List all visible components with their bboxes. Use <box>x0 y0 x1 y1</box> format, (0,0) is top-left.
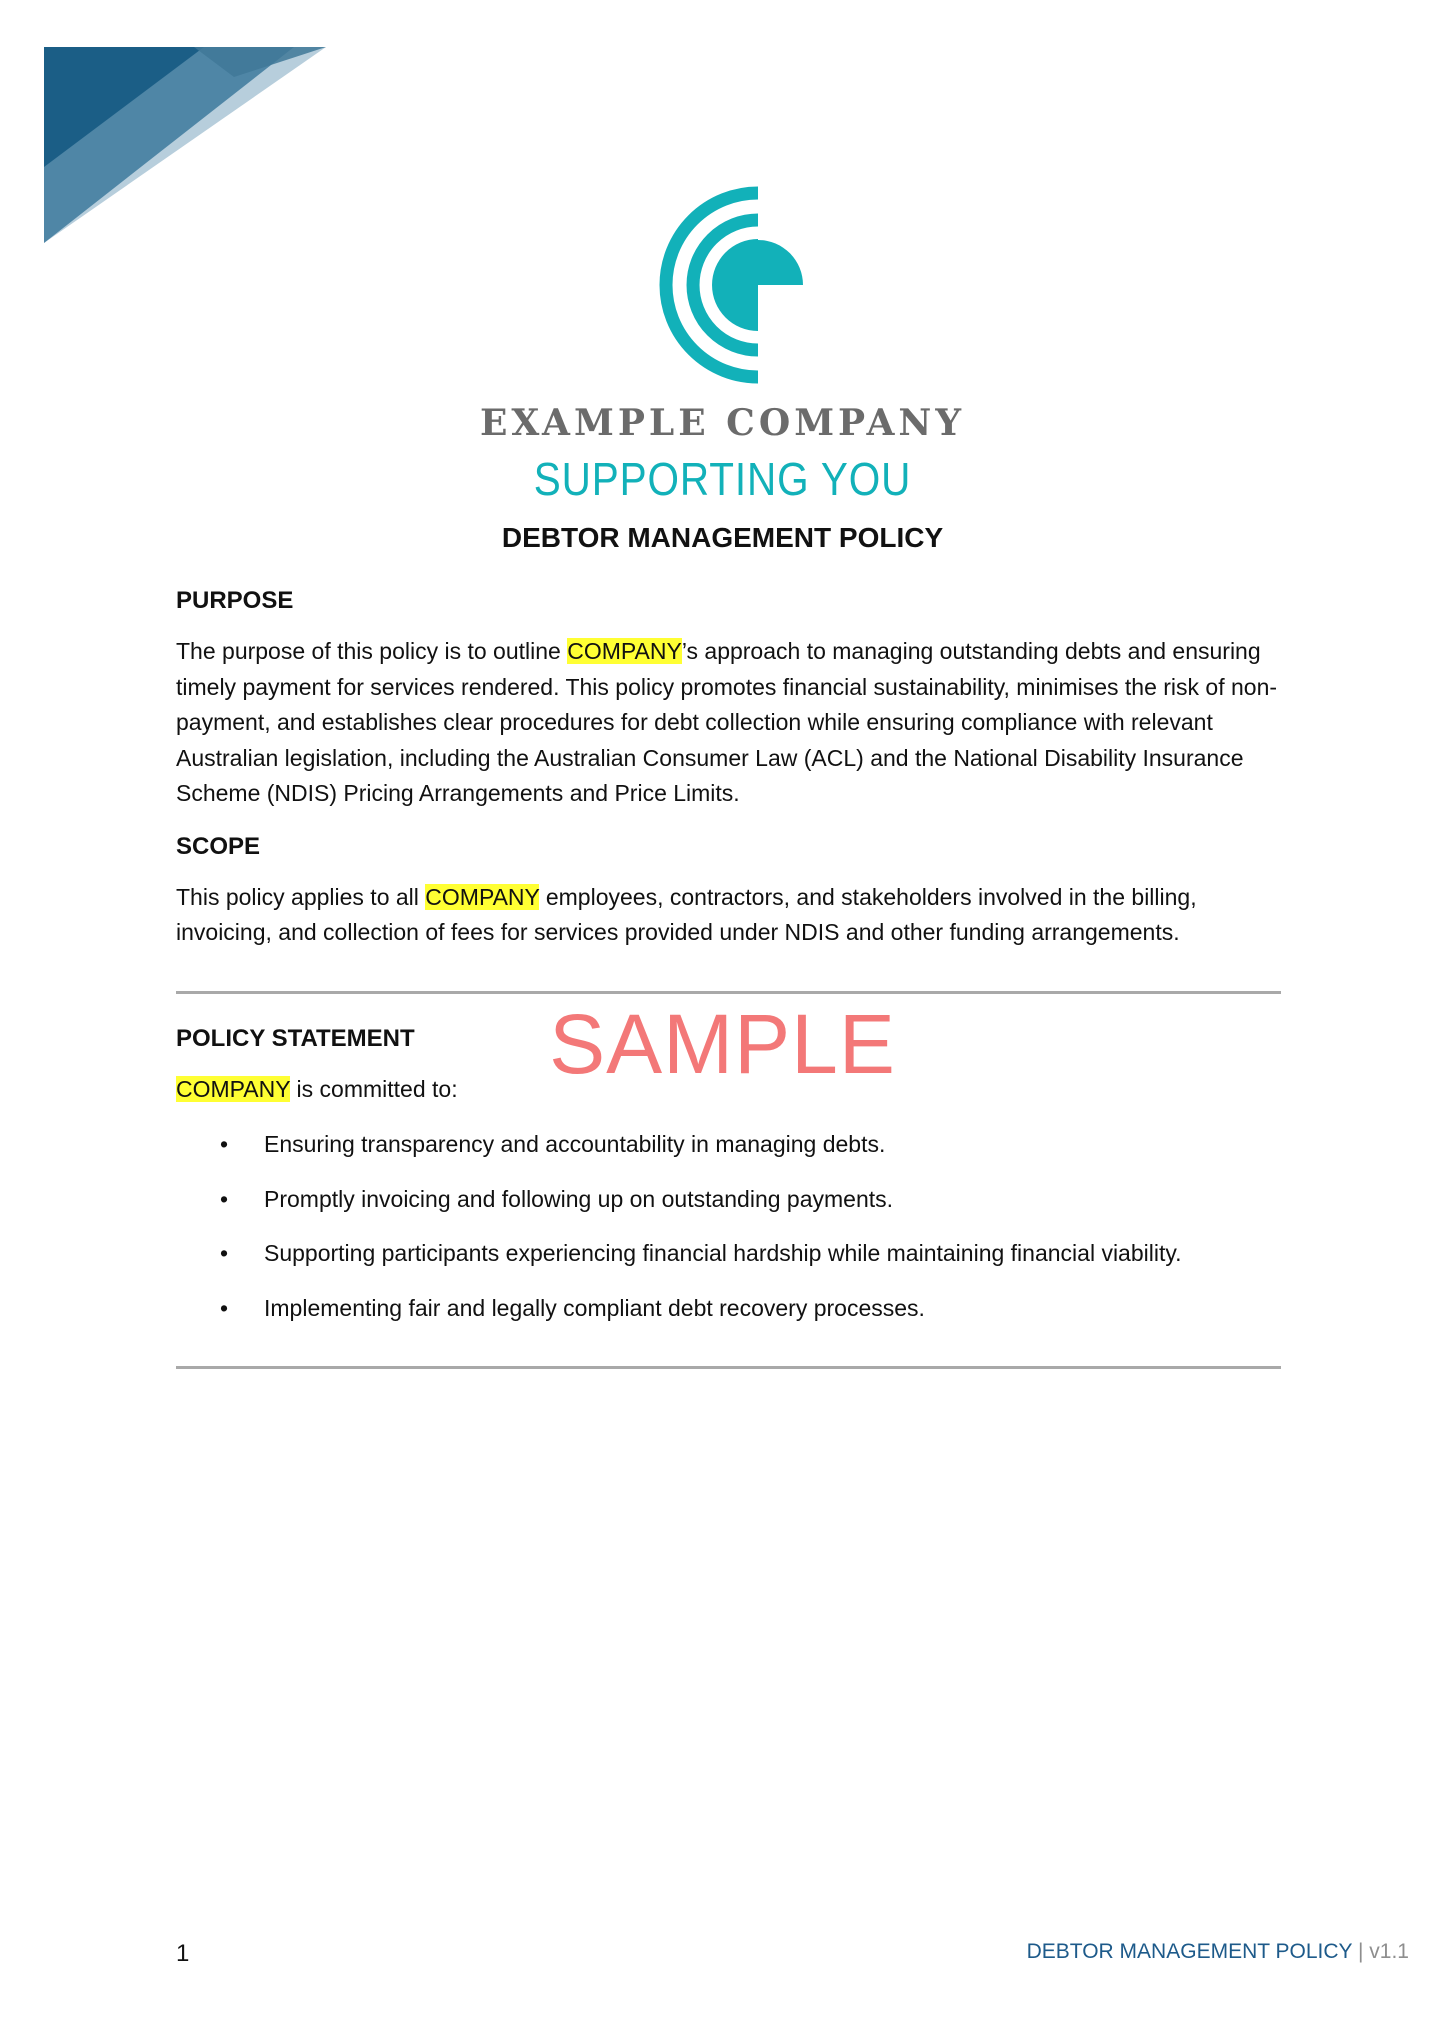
scope-section <box>176 832 1281 951</box>
sample-watermark: SAMPLE <box>549 997 896 1091</box>
brand-name: EXAMPLE COMPANY <box>479 402 966 444</box>
scope-text-after: employees, contractors, and stakeholders involved in the billing, invoicing, and collection of fees for services provided under NDIS and other funding arrangements. <box>176 883 1197 945</box>
list-item-text: Implementing fair and legally compliant debt recovery processes. <box>264 1294 925 1321</box>
company-placeholder: COMPANY <box>425 883 540 910</box>
purpose-text-before: The purpose of this policy is to outline <box>176 638 568 664</box>
list-item <box>176 1291 1281 1327</box>
list-item-text: Ensuring transparency and accountability in managing debts. <box>264 1131 886 1157</box>
page-number: 1 <box>176 1940 190 1967</box>
commitment-list <box>176 1127 1281 1326</box>
company-logo-icon <box>640 185 820 385</box>
bullet-icon: • <box>220 1185 229 1212</box>
list-item <box>176 1236 1281 1272</box>
list-item-text: Promptly invoicing and following up on outstanding payments. <box>264 1185 894 1212</box>
scope-heading: SCOPE <box>176 832 261 860</box>
corner-decoration <box>44 47 326 243</box>
scope-paragraph <box>176 880 1281 951</box>
footer-title: DEBTOR MANAGEMENT POLICY <box>1026 1940 1353 1963</box>
list-item <box>176 1127 1281 1163</box>
scope-text-before: This policy applies to all <box>176 883 426 910</box>
section-divider <box>176 991 1281 994</box>
policy-statement-intro-text: is committed to: <box>290 1075 458 1102</box>
company-placeholder: COMPANY <box>567 638 682 664</box>
brand-tagline: SUPPORTING YOU <box>533 453 912 505</box>
purpose-heading: PURPOSE <box>176 587 294 614</box>
section-divider <box>176 1366 1281 1369</box>
purpose-section <box>176 586 1281 812</box>
policy-statement-heading: POLICY STATEMENT <box>176 1024 415 1052</box>
list-item <box>176 1182 1281 1218</box>
footer-separator: | <box>1352 1940 1370 1963</box>
policy-statement-intro <box>176 1072 1281 1108</box>
bullet-icon: • <box>220 1294 229 1321</box>
document-body <box>176 586 1281 1369</box>
document-title: DEBTOR MANAGEMENT POLICY <box>501 522 944 553</box>
policy-statement-section <box>176 1024 1281 1327</box>
purpose-text-after: ’s approach to managing outstanding debts and ensuring timely payment for services rendered. This policy promotes financial sustainability, minimises the risk of non-payment, and establishes clear procedures for debt collection while ensuring compliance with relevant Australian legislation, including the Australian Consumer Law (ACL) and the National Disability Insurance Scheme (NDIS) Pricing Arrangements and Price Limits. <box>176 638 1278 806</box>
footer-version: v1.1 <box>1369 1940 1409 1963</box>
list-item-text: Supporting participants experiencing financial hardship while maintaining financial viability. <box>264 1240 1182 1266</box>
footer-document-info <box>1027 1940 1409 1964</box>
company-placeholder: COMPANY <box>176 1075 291 1102</box>
bullet-icon: • <box>220 1131 229 1157</box>
bullet-icon: • <box>220 1240 229 1266</box>
purpose-paragraph <box>176 634 1281 812</box>
